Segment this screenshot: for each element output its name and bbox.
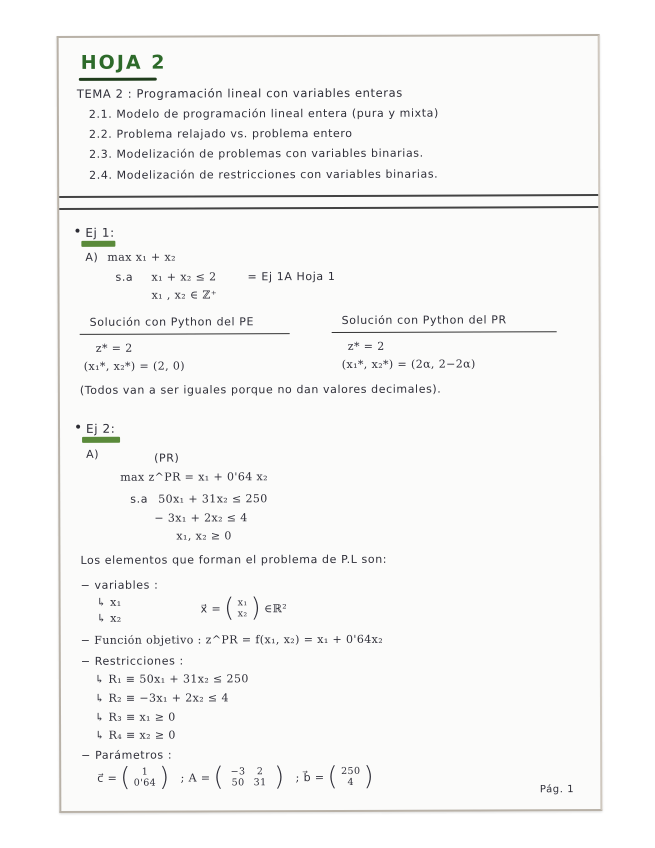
subtopic-4: 2.4. Modelización de restricciones con variables binarias. <box>89 167 439 182</box>
right-paren: ) <box>159 762 170 793</box>
restriction-r4: ↳ R₄ ≡ x₂ ≥ 0 <box>95 728 176 742</box>
exercise-2-highlight <box>82 437 120 443</box>
ej2-constraint-2: − 3x₁ + 2x₂ ≤ 4 <box>154 511 248 525</box>
right-paren: ) <box>250 593 262 624</box>
a-entry-21: 50 <box>231 777 245 789</box>
ej1-st-label: s.a <box>115 270 134 284</box>
variable-x2: ↳ x₂ <box>96 611 122 625</box>
pe-solution-heading: Solución con Python del PE <box>89 315 255 329</box>
bullet-icon: • <box>73 223 82 240</box>
vector-space: ∈ℝ² <box>264 601 288 615</box>
left-paren: ( <box>120 762 131 793</box>
c-vector <box>134 767 156 789</box>
vector-x-label: x⃗ = <box>200 601 222 615</box>
variable-vector <box>200 593 288 624</box>
ej1-objective: max x₁ + x₂ <box>107 250 176 264</box>
left-paren: ( <box>224 593 235 624</box>
exercise-1-label: Ej 1: <box>85 225 115 240</box>
ej2-objective: max z^PR = x₁ + 0'64 x₂ <box>120 470 268 484</box>
pr-heading-underline <box>332 331 557 333</box>
b-entry-2: 4 <box>347 776 355 788</box>
notebook-page <box>57 34 603 813</box>
ej2-constraint-3: x₁, x₂ ≥ 0 <box>176 529 232 543</box>
page-title: HOJA 2 <box>80 51 167 74</box>
restriction-r2: ↳ R₂ ≡ −3x₁ + 2x₂ ≤ 4 <box>94 691 229 705</box>
ej2-pr-label: (PR) <box>154 451 180 465</box>
c-entry-2: 0'64 <box>133 777 157 789</box>
ej2-st-label: s.a <box>130 492 149 506</box>
pe-heading-underline <box>80 333 290 335</box>
a-entry-22: 31 <box>253 777 267 789</box>
pr-solution-heading: Solución con Python del PR <box>341 313 507 327</box>
ej1-reference: = Ej 1A Hoja 1 <box>247 269 336 284</box>
ej1-part-a: A) <box>85 250 99 264</box>
pr-x-value: (x₁*, x₂*) = (2α, 2−2α) <box>341 357 476 371</box>
a-matrix-label: ; A = <box>180 770 211 785</box>
c-vector-label: c⃗ = <box>97 771 118 785</box>
restrictions-label: − Restricciones : <box>80 654 184 668</box>
divider-line-bottom <box>59 206 598 209</box>
a-entry-11: −3 <box>230 766 246 778</box>
a-matrix <box>227 766 271 788</box>
b-vector-label: ; b⃗ = <box>295 770 325 784</box>
vector-entry-2: x₂ <box>237 608 248 620</box>
right-paren: ) <box>274 762 285 793</box>
pr-z-value: z* = 2 <box>347 339 385 353</box>
subtopic-1: 2.1. Modelo de programación lineal entera (pura y mixta) <box>88 106 439 121</box>
ej1-note: (Todos van a ser iguales porque no dan valores decimales). <box>79 382 442 397</box>
variables-label: − variables : <box>80 578 159 592</box>
subtopic-3: 2.3. Modelización de problemas con variables binarias. <box>89 146 424 161</box>
ej2-constraint-1: 50x₁ + 31x₂ ≤ 250 <box>158 492 268 506</box>
topic-heading: TEMA 2 : Programación lineal con variables enteras <box>76 85 403 101</box>
restriction-r3: ↳ R₃ ≡ x₁ ≥ 0 <box>95 710 176 724</box>
pe-z-value: z* = 2 <box>95 341 133 355</box>
left-paren: ( <box>213 762 225 793</box>
b-entry-1: 250 <box>341 765 361 777</box>
title-underline <box>79 78 157 81</box>
ej2-part-a: A) <box>86 447 100 461</box>
subtopic-2: 2.2. Problema relajado vs. problema entero <box>88 126 353 141</box>
ej1-constraint-2: x₁ , x₂ ∈ ℤ⁺ <box>151 288 218 302</box>
objective-function: − Función objetivo : z^PR = f(x₁, x₂) = x₁ + 0'64x₂ <box>80 632 384 647</box>
page-number: Pág. 1 <box>539 784 575 796</box>
b-vector <box>341 766 360 788</box>
bullet-icon: • <box>73 419 83 436</box>
restriction-r1: ↳ R₁ ≡ 50x₁ + 31x₂ ≤ 250 <box>94 672 249 686</box>
elements-intro: Los elementos que forman el problema de P.L son: <box>80 552 388 567</box>
right-paren: ) <box>363 761 375 792</box>
parameters-row <box>97 761 375 793</box>
ej1-constraint-1: x₁ + x₂ ≤ 2 <box>151 270 217 284</box>
parameters-label: − Parámetros : <box>81 748 173 762</box>
variable-x1: ↳ x₁ <box>96 595 122 609</box>
divider-line-top <box>59 194 598 197</box>
left-paren: ( <box>327 761 339 793</box>
a-entry-12: 2 <box>256 766 264 778</box>
pe-x-value: (x₁*, x₂*) = (2, 0) <box>83 359 186 373</box>
vector-entry-1: x₁ <box>237 597 248 609</box>
exercise-1-highlight <box>81 241 115 247</box>
c-entry-1: 1 <box>141 766 149 778</box>
vector-entries <box>238 597 248 619</box>
exercise-2-label: Ej 2: <box>85 421 116 436</box>
